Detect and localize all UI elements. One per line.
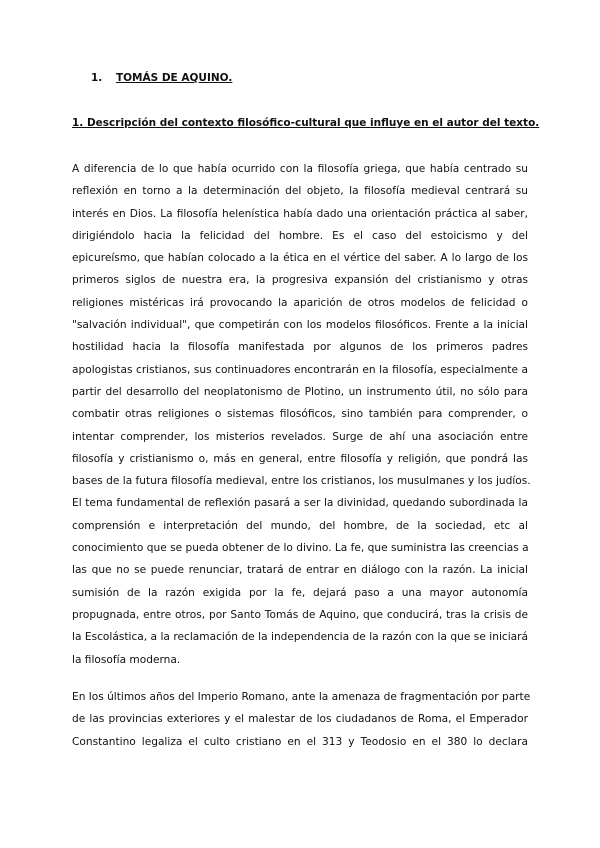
heading-text: TOMÁS DE AQUINO.	[115, 72, 233, 84]
text-line: epicureísmo, que habían colocado a la ética en el vértice del saber. A lo largo de los	[72, 252, 528, 265]
text-line: primeros siglos de nuestra era, la progresiva expansión del cristianismo y otras	[72, 274, 528, 287]
text-line: partir del desarrollo del neoplatonismo de Plotino, un instrumento útil, no sólo para	[72, 385, 528, 398]
text-line: Constantino legaliza el culto cristiano en el 313 y Teodosio en el 380 lo declara	[72, 735, 528, 748]
text-line: intentar comprender, los misterios revelados. Surge de ahí una asociación entre	[72, 430, 528, 443]
text-line: las que no se puede renunciar, tratará de entrar en diálogo con la razón. La inicial	[72, 564, 528, 577]
text-line: filosofía y cristianismo o, más en general, entre filosofía y religión, que pondrá las	[72, 452, 528, 465]
text-line: la filosofía moderna.	[72, 653, 181, 666]
text-line: de las provincias exteriores y el malestar de los ciudadanos de Roma, el Emperador	[72, 713, 528, 726]
text-line: apologistas cristianos, sus continuadores encontrarán en la filosofía, especialmente a	[72, 363, 528, 376]
text-line: bases de la futura filosofía medieval, entre los cristianos, los musulmanes y los judíos.	[72, 475, 531, 488]
text-line: conocimiento que se pueda obtener de lo divino. La fe, que suministra las creencias a	[72, 542, 529, 555]
text-line: En los últimos años del Imperio Romano, ante la amenaza de fragmentación por parte	[72, 691, 531, 703]
text-line: sumisión de la razón exigida por la fe, dejará paso a una mayor autonomía	[72, 586, 528, 599]
text-line: interés en Dios. La filosofía helenística había dado una orientación práctica al saber,	[72, 207, 528, 220]
paragraph-1	[72, 158, 531, 671]
text-line: hostilidad hacia la filosofía manifestada por algunos de los primeros padres	[72, 341, 528, 354]
text-line: El tema fundamental de reflexión pasará a ser la divinidad, quedando subordinada la	[72, 497, 528, 510]
text-line: "salvación individual", que competirán con los modelos filosóficos. Frente a la inicial	[72, 319, 528, 332]
text-line: dirigiéndolo hacia la felicidad del hombre. Es el caso del estoicismo y del	[72, 229, 528, 242]
text-line: combatir otras religiones o sistemas filosóficos, sino también para comprender, o	[72, 408, 528, 421]
document-heading	[91, 72, 232, 84]
text-line: religiones mistéricas irá provocando la aparición de otros modelos de felicidad o	[72, 296, 528, 309]
text-line: comprensión e interpretación del mundo, del hombre, de la sociedad, etc al	[72, 519, 528, 532]
section-title: 1. Descripción del contexto filosófico-cultural que influye en el autor del texto.	[72, 117, 540, 129]
text-line: reflexión en torno a la determinación del objeto, la filosofía medieval centrará su	[72, 185, 528, 198]
text-line: la Escolástica, a la reclamación de la independencia de la razón con la que se iniciará	[72, 631, 528, 644]
text-line: propugnada, entre otros, por Santo Tomás de Aquino, que conducirá, tras la crisis de	[72, 608, 528, 621]
paragraph-2	[72, 686, 531, 753]
heading-number: 1.	[91, 72, 103, 84]
text-line: A diferencia de lo que había ocurrido con la filosofía griega, que había centrado su	[72, 163, 528, 175]
